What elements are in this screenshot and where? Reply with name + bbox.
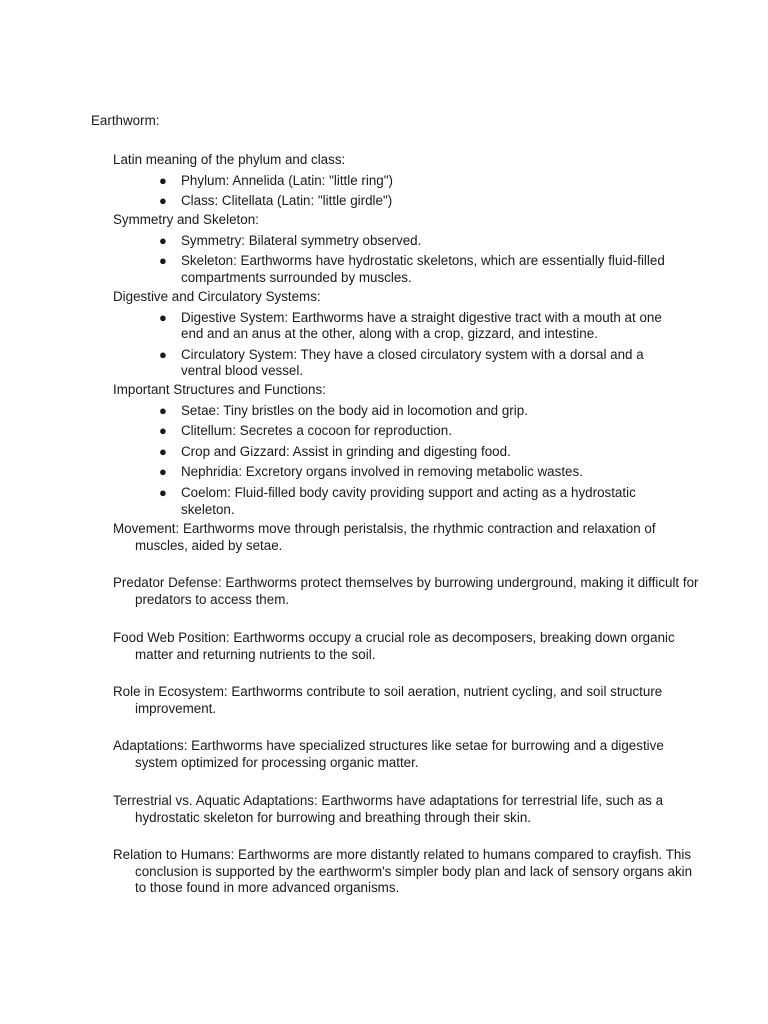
- bullet-item: ● Setae: Tiny bristles on the body aid in locomotion and grip.: [159, 402, 528, 418]
- bullet-list: [113, 403, 681, 519]
- bullet-item: ● Skeleton: Earthworms have hydrostatic skeletons, which are essentially fluid-filled compartments surrounded by muscles.: [159, 253, 665, 285]
- section-structures-functions: [113, 382, 681, 522]
- bullet-dot-icon: ●: [159, 443, 167, 459]
- bullet-item: ● Coelom: Fluid-filled body cavity providing support and acting as a hydrostatic skeleton.: [159, 484, 636, 517]
- paragraph-terrestrial-aquatic: Terrestrial vs. Aquatic Adaptations: Earthworms have adaptations for terrestrial life, such as a hydrostatic skeleton for burrowing and breathing through their skin.: [113, 793, 664, 825]
- bullet-dot-icon: ●: [159, 309, 167, 325]
- section-latin-meaning: [113, 152, 681, 214]
- bullet-list: [113, 173, 681, 210]
- paragraph-movement: Movement: Earthworms move through peristalsis, the rhythmic contraction and relaxation of muscles, aided by setae.: [113, 521, 656, 553]
- paragraph-relation-humans: Relation to Humans: Earthworms are more distantly related to humans compared to crayfish. This conclusion is supported by the earthworm's simpler body plan and lack of sensory organs akin to those found in more advanced organisms.: [113, 847, 693, 896]
- section-heading: Symmetry and Skeleton:: [113, 212, 259, 227]
- paragraph-adaptations: Adaptations: Earthworms have specialized structures like setae for burrowing and a digestive system optimized for processing organic matter.: [113, 738, 664, 770]
- bullet-item: ● Nephridia: Excretory organs involved in removing metabolic wastes.: [159, 464, 583, 480]
- document-title: Earthworm:: [91, 113, 160, 128]
- paragraph-food-web: Food Web Position: Earthworms occupy a crucial role as decomposers, breaking down organic matter and returning nutrients to the soil.: [113, 630, 675, 662]
- bullet-item: ● Crop and Gizzard: Assist in grinding and digesting food.: [159, 443, 511, 459]
- bullet-dot-icon: ●: [159, 423, 167, 439]
- bullet-list: [113, 310, 681, 380]
- section-heading: Digestive and Circulatory Systems:: [113, 289, 321, 304]
- bullet-dot-icon: ●: [159, 402, 167, 418]
- bullet-item: ● Digestive System: Earthworms have a straight digestive tract with a mouth at one end and an anus at the other, along with a crop, gizzard, and intestine.: [159, 309, 662, 342]
- bullet-dot-icon: ●: [159, 193, 167, 209]
- section-heading: Important Structures and Functions:: [113, 382, 326, 397]
- paragraph-predator-defense: Predator Defense: Earthworms protect themselves by burrowing underground, making it difficult for predators to access them.: [113, 575, 699, 607]
- bullet-item: ● Circulatory System: They have a closed circulatory system with a dorsal and a ventral blood vessel.: [159, 346, 644, 379]
- bullet-dot-icon: ●: [159, 346, 167, 362]
- bullet-item: ● Class: Clitellata (Latin: "little girdle"): [159, 193, 393, 209]
- bullet-dot-icon: ●: [159, 464, 167, 480]
- bullet-dot-icon: ●: [159, 484, 167, 500]
- bullet-dot-icon: ●: [159, 232, 167, 248]
- bullet-item: ● Clitellum: Secretes a cocoon for reproduction.: [159, 423, 452, 439]
- bullet-dot-icon: ●: [159, 172, 167, 188]
- bullet-dot-icon: ●: [159, 253, 167, 269]
- section-symmetry-skeleton: [113, 212, 681, 290]
- bullet-item: ● Symmetry: Bilateral symmetry observed.: [159, 232, 422, 248]
- paragraph-ecosystem-role: Role in Ecosystem: Earthworms contribute to soil aeration, nutrient cycling, and soil structure improvement.: [113, 684, 663, 716]
- section-heading: Latin meaning of the phylum and class:: [113, 152, 346, 167]
- bullet-list: [113, 233, 681, 287]
- section-digestive-circulatory: [113, 289, 681, 384]
- bullet-item: ● Phylum: Annelida (Latin: "little ring"): [159, 172, 393, 188]
